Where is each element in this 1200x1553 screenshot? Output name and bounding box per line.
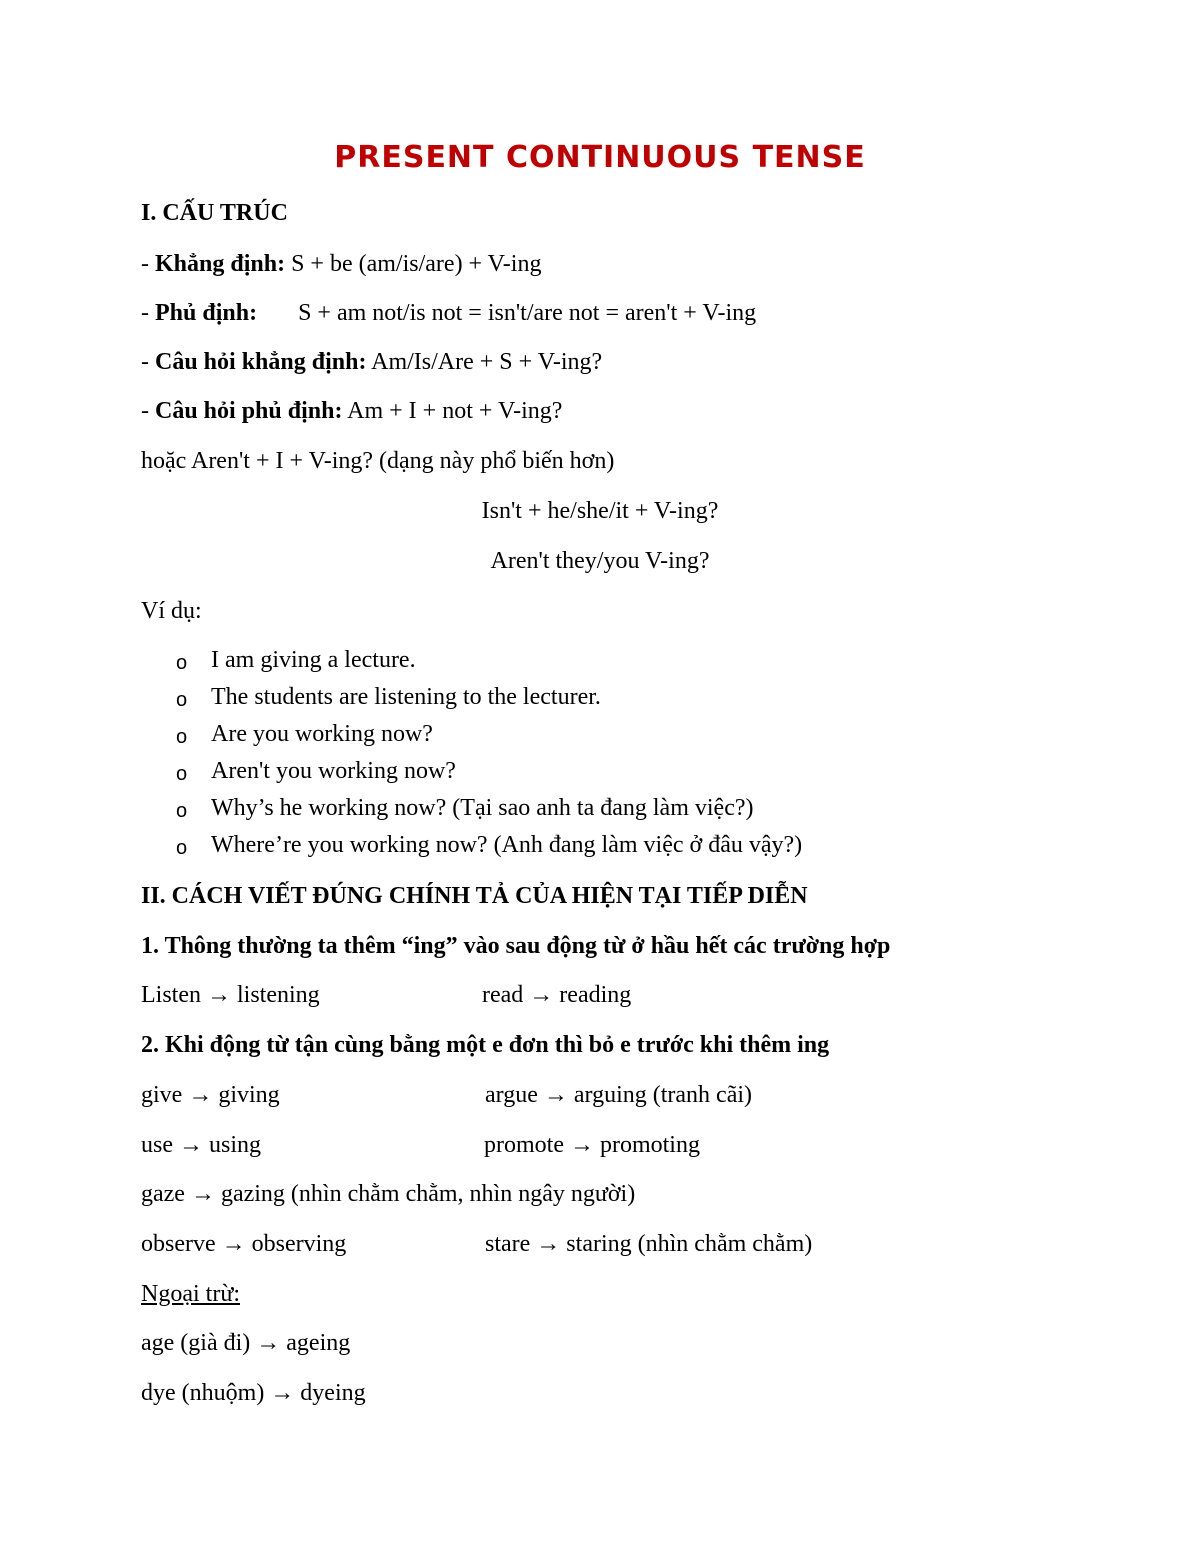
affirmative-question-label: Câu hỏi khẳng định: [155, 349, 367, 375]
rule2-example-right: argue → arguing (tranh cãi) [485, 1082, 753, 1108]
exception-item: dye (nhuộm) → dyeing [141, 1380, 366, 1406]
exception-item: age (già đi) → ageing [141, 1330, 351, 1356]
example-item: The students are listening to the lecturer. [211, 684, 601, 710]
affirmative-structure: - Khẳng định: S + be (am/is/are) + V-ing [141, 251, 542, 277]
negative-question-formula: Am + I + not + V-ing? [342, 398, 563, 424]
example-label: Ví dụ: [141, 598, 202, 624]
alternative-form-3: Aren't they/you V-ing? [490, 548, 710, 574]
affirmative-label: Khẳng định: [155, 251, 286, 277]
example-item: Where’re you working now? (Anh đang làm việc ở đâu vậy?) [211, 832, 803, 858]
negative-question-label: Câu hỏi phủ định: [155, 398, 343, 424]
rule2-heading: 2. Khi động từ tận cùng bằng một e đơn thì bỏ e trước khi thêm ing [141, 1032, 830, 1058]
section1-heading: I. CẤU TRÚC [141, 200, 288, 226]
bullet-icon: o [176, 652, 188, 674]
rule2-example-right: stare → staring (nhìn chằm chằm) [485, 1231, 813, 1257]
alternative-form-2: Isn't + he/she/it + V-ing? [481, 498, 719, 524]
bullet-icon: o [176, 689, 188, 711]
example-item: Are you working now? [211, 721, 433, 747]
example-item: Aren't you working now? [211, 758, 456, 784]
bullet-icon: o [176, 763, 188, 785]
rule1-example-left: Listen → listening [141, 982, 320, 1008]
rule2-example-right: promote → promoting [484, 1132, 700, 1158]
affirmative-formula: S + be (am/is/are) + V-ing [285, 251, 542, 277]
rule2-example-left: give → giving [141, 1082, 280, 1108]
rule1-example-right: read → reading [482, 982, 632, 1008]
bullet-icon: o [176, 837, 188, 859]
document-title: PRESENT CONTINUOUS TENSE [334, 140, 866, 175]
rule1-heading: 1. Thông thường ta thêm “ing” vào sau động từ ở hầu hết các trường hợp [141, 933, 891, 959]
negative-structure: - Phủ định: S + am not/is not = isn't/are not = aren't + V-ing [141, 300, 757, 326]
example-item: I am giving a lecture. [211, 647, 416, 673]
bullet-icon: o [176, 800, 188, 822]
rule2-example-left: observe → observing [141, 1231, 347, 1257]
negative-question-structure: - Câu hỏi phủ định: Am + I + not + V-ing? [141, 398, 563, 424]
exceptions-label: Ngoại trừ: [141, 1281, 240, 1307]
example-item: Why’s he working now? (Tại sao anh ta đang làm việc?) [211, 795, 754, 821]
negative-label: Phủ định: [155, 300, 258, 326]
rule2-example-left: gaze → gazing (nhìn chằm chằm, nhìn ngây người) [141, 1181, 636, 1207]
bullet-icon: o [176, 726, 188, 748]
section2-heading: II. CÁCH VIẾT ĐÚNG CHÍNH TẢ CỦA HIỆN TẠI TIẾP DIỄN [141, 883, 808, 909]
negative-formula: S + am not/is not = isn't/are not = aren't + V-ing [298, 300, 757, 326]
affirmative-question-structure: - Câu hỏi khẳng định: Am/Is/Are + S + V-ing? [141, 349, 603, 375]
affirmative-question-formula: Am/Is/Are + S + V-ing? [366, 349, 603, 375]
alternative-form: hoặc Aren't + I + V-ing? (dạng này phổ biến hơn) [141, 448, 615, 474]
rule2-example-left: use → using [141, 1132, 261, 1158]
